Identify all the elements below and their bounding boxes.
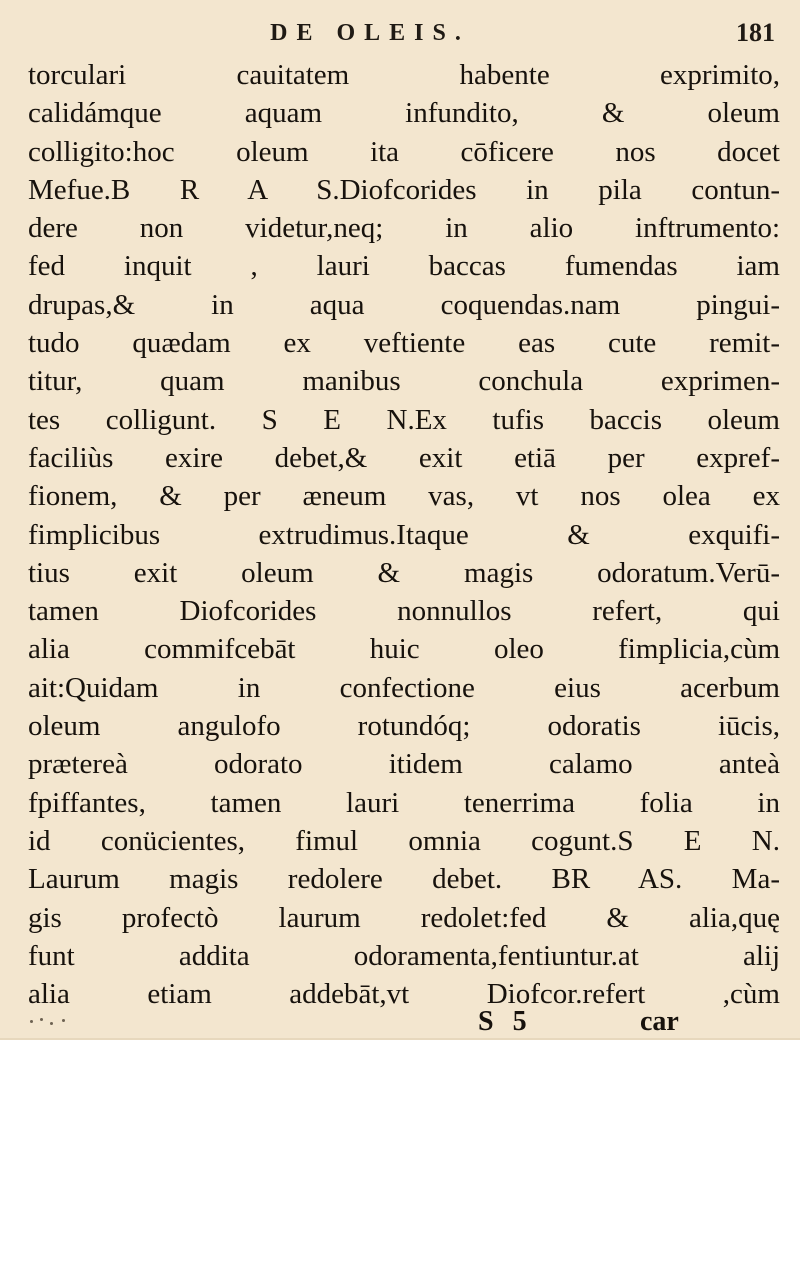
text-line: prætereà odorato itidem calamo anteà [28, 748, 780, 781]
text-line: titur, quam manibus conchula exprimen- [28, 365, 780, 398]
text-line: calidámque aquam infundito, & oleum [28, 97, 780, 130]
blank-margin [0, 1040, 800, 1273]
text-line: alia etiam addebāt,vt Diofcor.refert ,cùm [28, 978, 780, 1011]
text-line: colligito:hoc oleum ita cōficere nos docet [28, 135, 780, 168]
text-line: alia commifcebāt huic oleo fimplicia,cùm [28, 633, 780, 666]
text-line: faciliùs exire debet,& exit etiā per expref- [28, 441, 780, 474]
text-line: funt addita odoramenta,fentiuntur.at alij [28, 939, 780, 972]
page-number: 181 [736, 18, 775, 47]
text-line: tudo quædam ex veftiente eas cute remit- [28, 327, 780, 360]
text-line: tamen Diofcorides nonnullos refert, qui [28, 595, 780, 628]
text-line: fimplicibus extrudimus.Itaque & exquifi- [28, 518, 780, 551]
text-line: ait:Quidam in confectione eius acerbum [28, 671, 780, 704]
body-text-block [28, 56, 780, 1016]
running-title: DE OLEIS. [270, 20, 470, 46]
ink-specks-decoration [28, 1012, 108, 1032]
catchword: car [640, 1006, 679, 1037]
text-line: fpiffantes, tamen lauri tenerrima folia in [28, 786, 780, 819]
text-line: fionem, & per æneum vas, vt nos olea ex [28, 480, 780, 513]
text-line: dere non videtur,neq; in alio inftrumento: [28, 212, 780, 245]
text-line: tius exit oleum & magis odoratum.Verū- [28, 556, 780, 589]
text-line: oleum angulofo rotundóq; odoratis iūcis, [28, 710, 780, 743]
page-footer [28, 1006, 718, 1042]
text-line: id conücientes, fimul omnia cogunt.S E N. [28, 824, 780, 857]
text-line: torculari cauitatem habente exprimito, [28, 59, 780, 91]
text-line: drupas,& in aqua coquendas.nam pingui- [28, 288, 780, 321]
text-line: Laurum magis redolere debet. BR AS. Ma- [28, 863, 780, 896]
text-line: fed inquit , lauri baccas fumendas iam [28, 250, 780, 283]
text-line: tes colligunt. S E N.Ex tufis baccis oleum [28, 403, 780, 436]
signature-mark: S 5 [478, 1006, 533, 1037]
text-line: gis profectò laurum redolet:fed & alia,quę [28, 901, 780, 934]
text-line: Mefue.B R A S.Diofcorides in pila contun- [28, 173, 780, 206]
